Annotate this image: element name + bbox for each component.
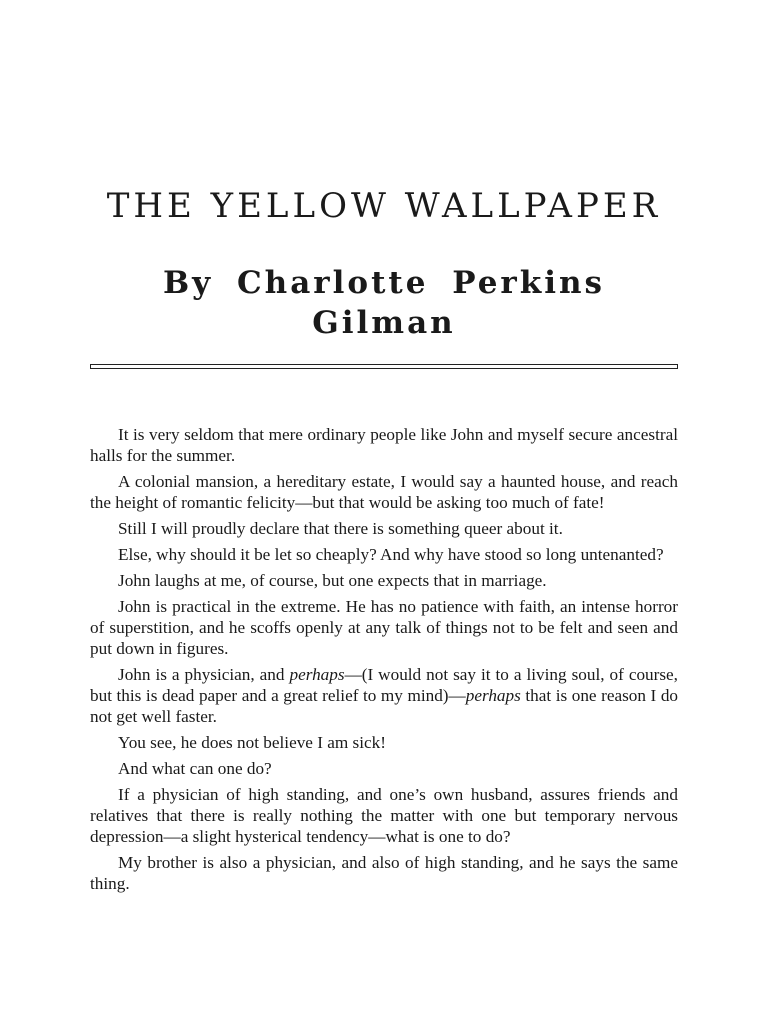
page-title: THE YELLOW WALLPAPER [106, 186, 662, 226]
paragraph: You see, he does not believe I am sick! [118, 733, 386, 752]
title-divider [90, 364, 678, 369]
story-text [90, 424, 678, 899]
paragraph: John is practical in the extreme. He has no patience with faith, an intense horror of superstition, and he scoffs openly at any talk of things not to be felt and seen and put down in figures. [90, 597, 678, 658]
paragraph: Else, why should it be let so cheaply? And why have stood so long untenanted? [118, 545, 664, 564]
emphasis-text: perhaps [465, 686, 521, 705]
author-byline: By Charlotte Perkins Gilman [162, 265, 606, 341]
emphasis-text: perhaps [289, 665, 345, 684]
paragraph: If a physician of high standing, and one’s own husband, assures friends and relatives that there is really nothing the matter with one but temporary nervous depression—a slight hysterical tendency—what is one to do? [90, 785, 678, 846]
paragraph-text: that is one reason I do not get well faster. [90, 686, 679, 726]
paragraph: It is very seldom that mere ordinary people like John and myself secure ancestral halls for the summer. [90, 425, 678, 465]
paragraph: Still I will proudly declare that there is something queer about it. [118, 519, 563, 538]
paragraph: A colonial mansion, a hereditary estate, I would say a haunted house, and reach the height of romantic felicity—but that would be asking too much of fate! [90, 472, 678, 512]
paragraph [90, 664, 678, 727]
paragraph: John laughs at me, of course, but one expects that in marriage. [118, 571, 547, 590]
paragraph-text: —(I would not say it to a living soul, of course, but this is dead paper and a great relief to my mind)— [90, 665, 678, 705]
paragraph: My brother is also a physician, and also of high standing, and he says the same thing. [90, 853, 678, 893]
paragraph-text: John is a physician, and [118, 665, 290, 684]
paragraph: And what can one do? [118, 759, 272, 778]
